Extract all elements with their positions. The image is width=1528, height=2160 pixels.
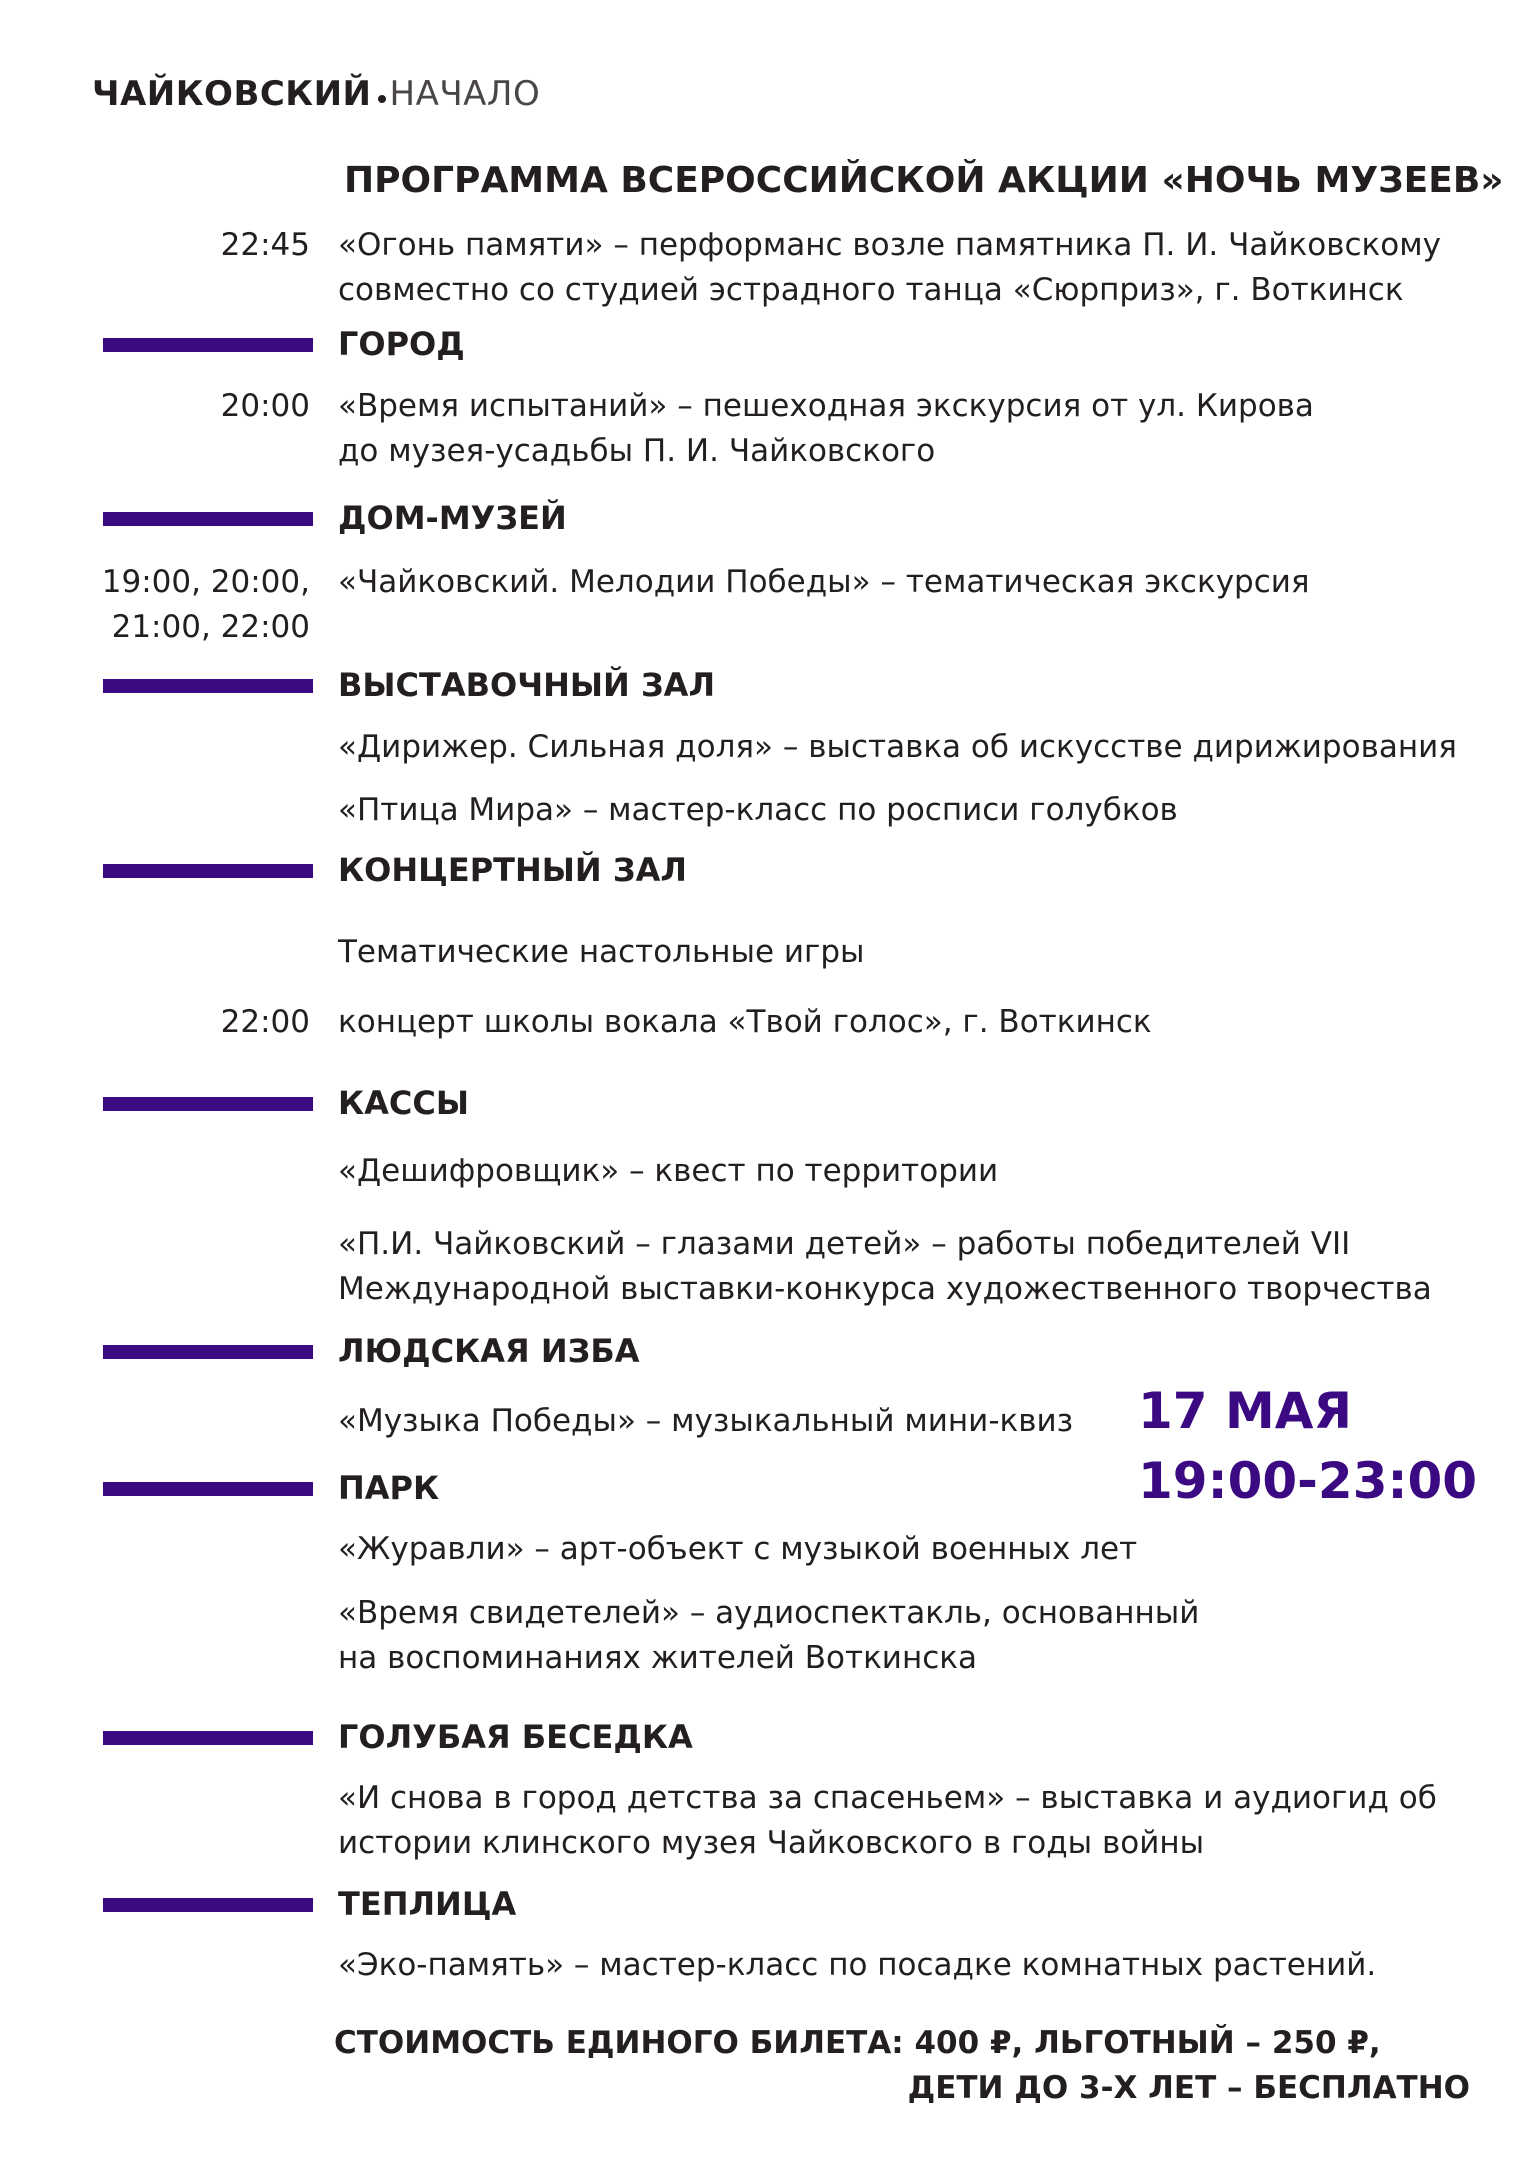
logo [92,74,540,114]
event-date: 17 МАЯ [1138,1382,1352,1440]
ticket-free-note: ДЕТИ ДО 3-Х ЛЕТ – БЕСПЛАТНО [907,2070,1470,2106]
section-heading-kontsertny-zal: КОНЦЕРТНЫЙ ЗАЛ [338,851,687,889]
event-text: «Журавли» – арт-объект с музыкой военных лет [338,1531,1138,1567]
section-heading-kassy: КАССЫ [338,1084,470,1122]
event-text: «Время свидетелей» – аудиоспектакль, основанный на воспоминаниях жителей Воткинска [338,1595,1200,1676]
logo-light-text: НАЧАЛО [389,74,541,114]
section-divider [103,864,313,878]
event-time: 22:00 [220,1004,310,1040]
section-heading-dom-muzey: ДОМ-МУЗЕЙ [338,499,567,537]
logo-dot [378,95,386,103]
event-time: 20:00 [220,388,310,424]
event-text: «П.И. Чайковский – глазами детей» – работы победителей VII Международной выставки-конкурса художественного творчества [338,1226,1432,1307]
event-text: «Музыка Победы» – музыкальный мини-квиз [338,1403,1074,1439]
section-divider [103,1482,313,1496]
section-divider [103,1097,313,1111]
section-divider [103,1898,313,1912]
event-text: Тематические настольные игры [338,934,865,970]
logo-bold-text: ЧАЙКОВСКИЙ [92,74,372,114]
section-heading-park: ПАРК [338,1469,440,1507]
event-text: «Дешифровщик» – квест по территории [338,1153,999,1189]
section-heading-vystavochny-zal: ВЫСТАВОЧНЫЙ ЗАЛ [338,666,716,704]
section-heading-gorod: ГОРОД [338,325,465,363]
event-time: 19:00, 20:00, 21:00, 22:00 [101,564,310,645]
section-heading-teplitsa: ТЕПЛИЦА [338,1885,517,1923]
page-title: ПРОГРАММА ВСЕРОССИЙСКОЙ АКЦИИ «НОЧЬ МУЗЕЕВ» [344,160,1504,201]
section-divider [103,338,313,352]
event-text: «Дирижер. Сильная доля» – выставка об искусстве дирижирования [338,729,1457,765]
event-text: «Эко-память» – мастер-класс по посадке комнатных растений. [338,1947,1377,1983]
event-text: «И снова в город детства за спасеньем» – выставка и аудиогид об истории клинского музея Чайковского в годы войны [338,1780,1437,1861]
ticket-price: СТОИМОСТЬ ЕДИНОГО БИЛЕТА: 400 ₽, ЛЬГОТНЫЙ – 250 ₽, [334,2025,1381,2061]
section-divider [103,679,313,693]
event-text: концерт школы вокала «Твой голос», г. Воткинск [338,1004,1152,1040]
event-hours: 19:00-23:00 [1138,1452,1478,1510]
event-text: «Чайковский. Мелодии Победы» – тематическая экскурсия [338,564,1310,600]
section-heading-golubaya-besedka: ГОЛУБАЯ БЕСЕДКА [338,1718,693,1756]
event-text: «Птица Мира» – мастер-класс по росписи голубков [338,792,1178,828]
event-time: 22:45 [220,227,310,263]
section-heading-lyudskaya-izba: ЛЮДСКАЯ ИЗБА [338,1332,640,1370]
section-divider [103,512,313,526]
event-text: «Огонь памяти» – перформанс возле памятника П. И. Чайковскому совместно со студией эстрадного танца «Сюрприз», г. Воткинск [338,227,1441,308]
event-text: «Время испытаний» – пешеходная экскурсия от ул. Кирова до музея-усадьбы П. И. Чайковского [338,388,1314,469]
section-divider [103,1731,313,1745]
section-divider [103,1345,313,1359]
